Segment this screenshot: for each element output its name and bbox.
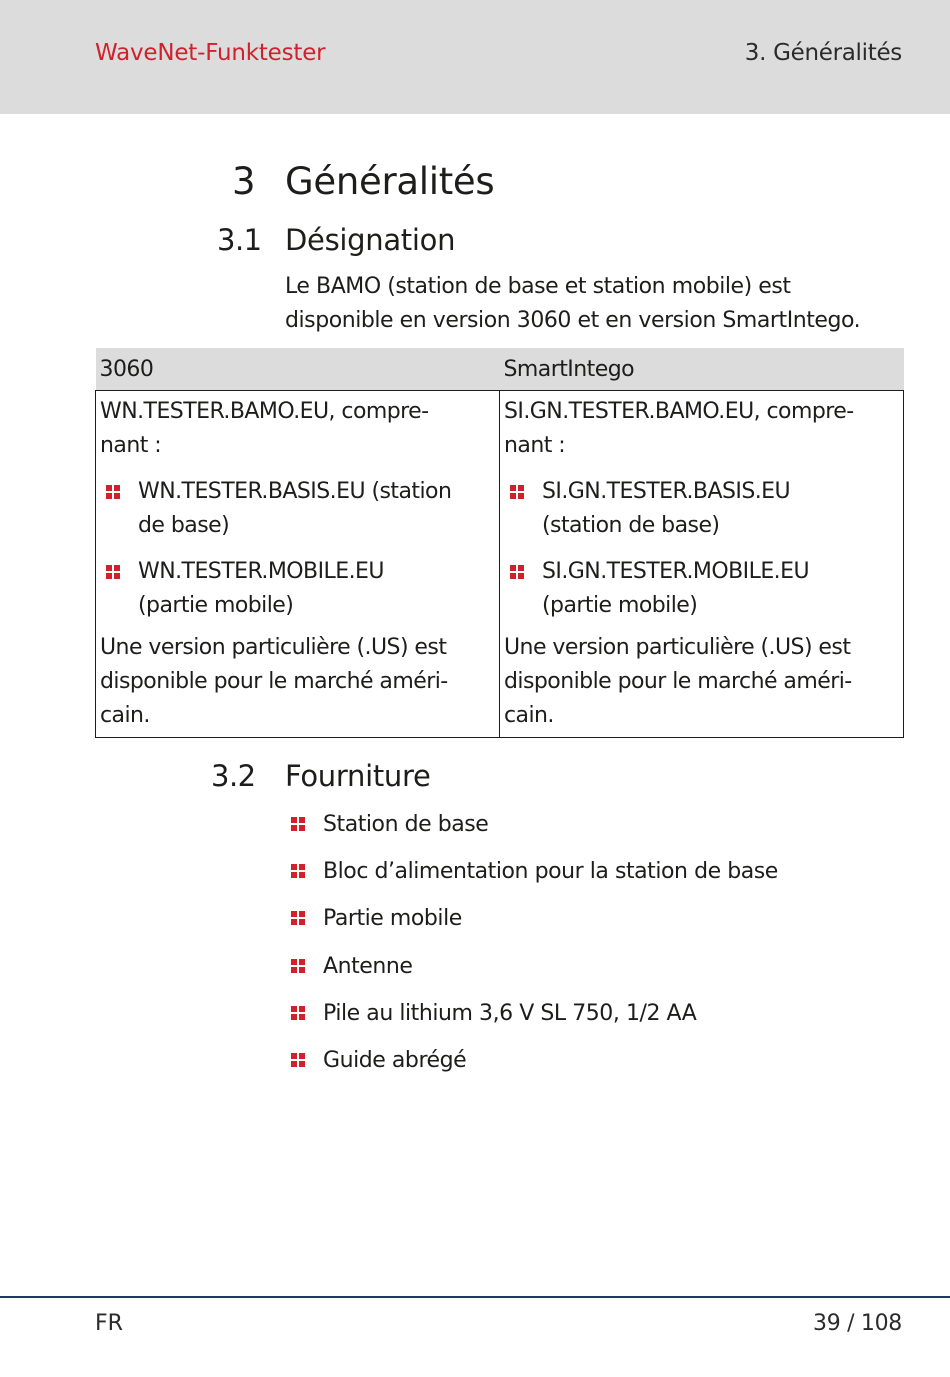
red-square-bullet-icon xyxy=(291,1053,306,1068)
page-number: 39 / 108 xyxy=(813,1311,902,1336)
list-item xyxy=(290,808,778,855)
section-title-supply: Fourniture xyxy=(285,759,431,793)
cell-note-line: Une version particulière (.US) est xyxy=(100,635,447,660)
red-square-bullet-icon xyxy=(510,485,525,500)
intro-line: Le BAMO (station de base et station mobile) est xyxy=(285,274,791,299)
red-square-bullet-icon xyxy=(291,864,306,879)
table-cell-smartintego xyxy=(500,391,904,738)
table-cell-3060 xyxy=(96,391,500,738)
footer-divider xyxy=(0,1296,950,1298)
list-item-label: Antenne xyxy=(323,953,413,979)
list-item xyxy=(290,855,778,902)
list-item-line: (station de base) xyxy=(542,513,720,538)
cell-note-line: disponible pour le marché améri- xyxy=(504,669,852,694)
cell-intro-line: WN.TESTER.BAMO.EU, compre- xyxy=(100,399,429,424)
list-item xyxy=(290,902,778,949)
section-title-designation: Désignation xyxy=(285,223,456,257)
list-item xyxy=(100,475,495,543)
list-item xyxy=(290,1044,778,1091)
intro-line: disponible en version 3060 et en version SmartIntego. xyxy=(285,308,861,333)
list-item-line: (partie mobile) xyxy=(138,593,294,618)
cell-intro-line: nant : xyxy=(504,433,566,458)
list-item-line: SI.GN.TESTER.MOBILE.EU xyxy=(542,559,810,584)
list-item-line: WN.TESTER.BASIS.EU (station xyxy=(138,479,452,504)
designation-intro xyxy=(285,270,915,338)
list-item-line: (partie mobile) xyxy=(542,593,698,618)
red-square-bullet-icon xyxy=(291,911,306,926)
section-number-supply: 3.2 xyxy=(211,759,256,793)
cell-note-line: disponible pour le marché améri- xyxy=(100,669,448,694)
red-square-bullet-icon xyxy=(291,1006,306,1021)
chapter-title: Généralités xyxy=(285,160,495,203)
list-item-label: Partie mobile xyxy=(323,906,462,932)
list-item xyxy=(504,555,899,623)
list-item-line: de base) xyxy=(138,513,230,538)
table-row xyxy=(96,391,904,738)
running-section-title: 3. Généralités xyxy=(744,40,902,66)
table-header-row xyxy=(96,348,904,391)
list-item-label: Station de base xyxy=(323,812,489,837)
red-square-bullet-icon xyxy=(106,485,121,500)
list-item xyxy=(100,555,495,623)
chapter-number: 3 xyxy=(232,160,256,203)
supply-list xyxy=(290,808,778,1091)
section-number-designation: 3.1 xyxy=(217,223,262,257)
list-item-label: Guide abrégé xyxy=(323,1047,467,1073)
cell-note-line: Une version particulière (.US) est xyxy=(504,635,851,660)
list-item-line: WN.TESTER.MOBILE.EU xyxy=(138,559,384,584)
red-square-bullet-icon xyxy=(291,959,306,974)
list-item-label: Bloc d’alimentation pour la station de base xyxy=(323,859,778,885)
list-item xyxy=(290,950,778,997)
column-header-3060: 3060 xyxy=(96,348,500,391)
list-item xyxy=(504,475,899,543)
cell-intro-line: SI.GN.TESTER.BAMO.EU, compre- xyxy=(504,399,854,424)
red-square-bullet-icon xyxy=(106,565,121,580)
list-item-line: SI.GN.TESTER.BASIS.EU xyxy=(542,479,791,504)
cell-note-line: cain. xyxy=(100,703,150,728)
red-square-bullet-icon xyxy=(291,817,306,832)
product-name: WaveNet-Funktester xyxy=(95,40,326,66)
page-header xyxy=(0,0,950,114)
red-square-bullet-icon xyxy=(510,565,525,580)
list-item-label: Pile au lithium 3,6 V SL 750, 1/2 AA xyxy=(323,1000,697,1026)
cell-note-line: cain. xyxy=(504,703,554,728)
column-header-smartintego: SmartIntego xyxy=(500,348,904,391)
list-item xyxy=(290,997,778,1044)
designation-table xyxy=(95,348,904,738)
language-code: FR xyxy=(95,1311,123,1336)
cell-intro-line: nant : xyxy=(100,433,162,458)
